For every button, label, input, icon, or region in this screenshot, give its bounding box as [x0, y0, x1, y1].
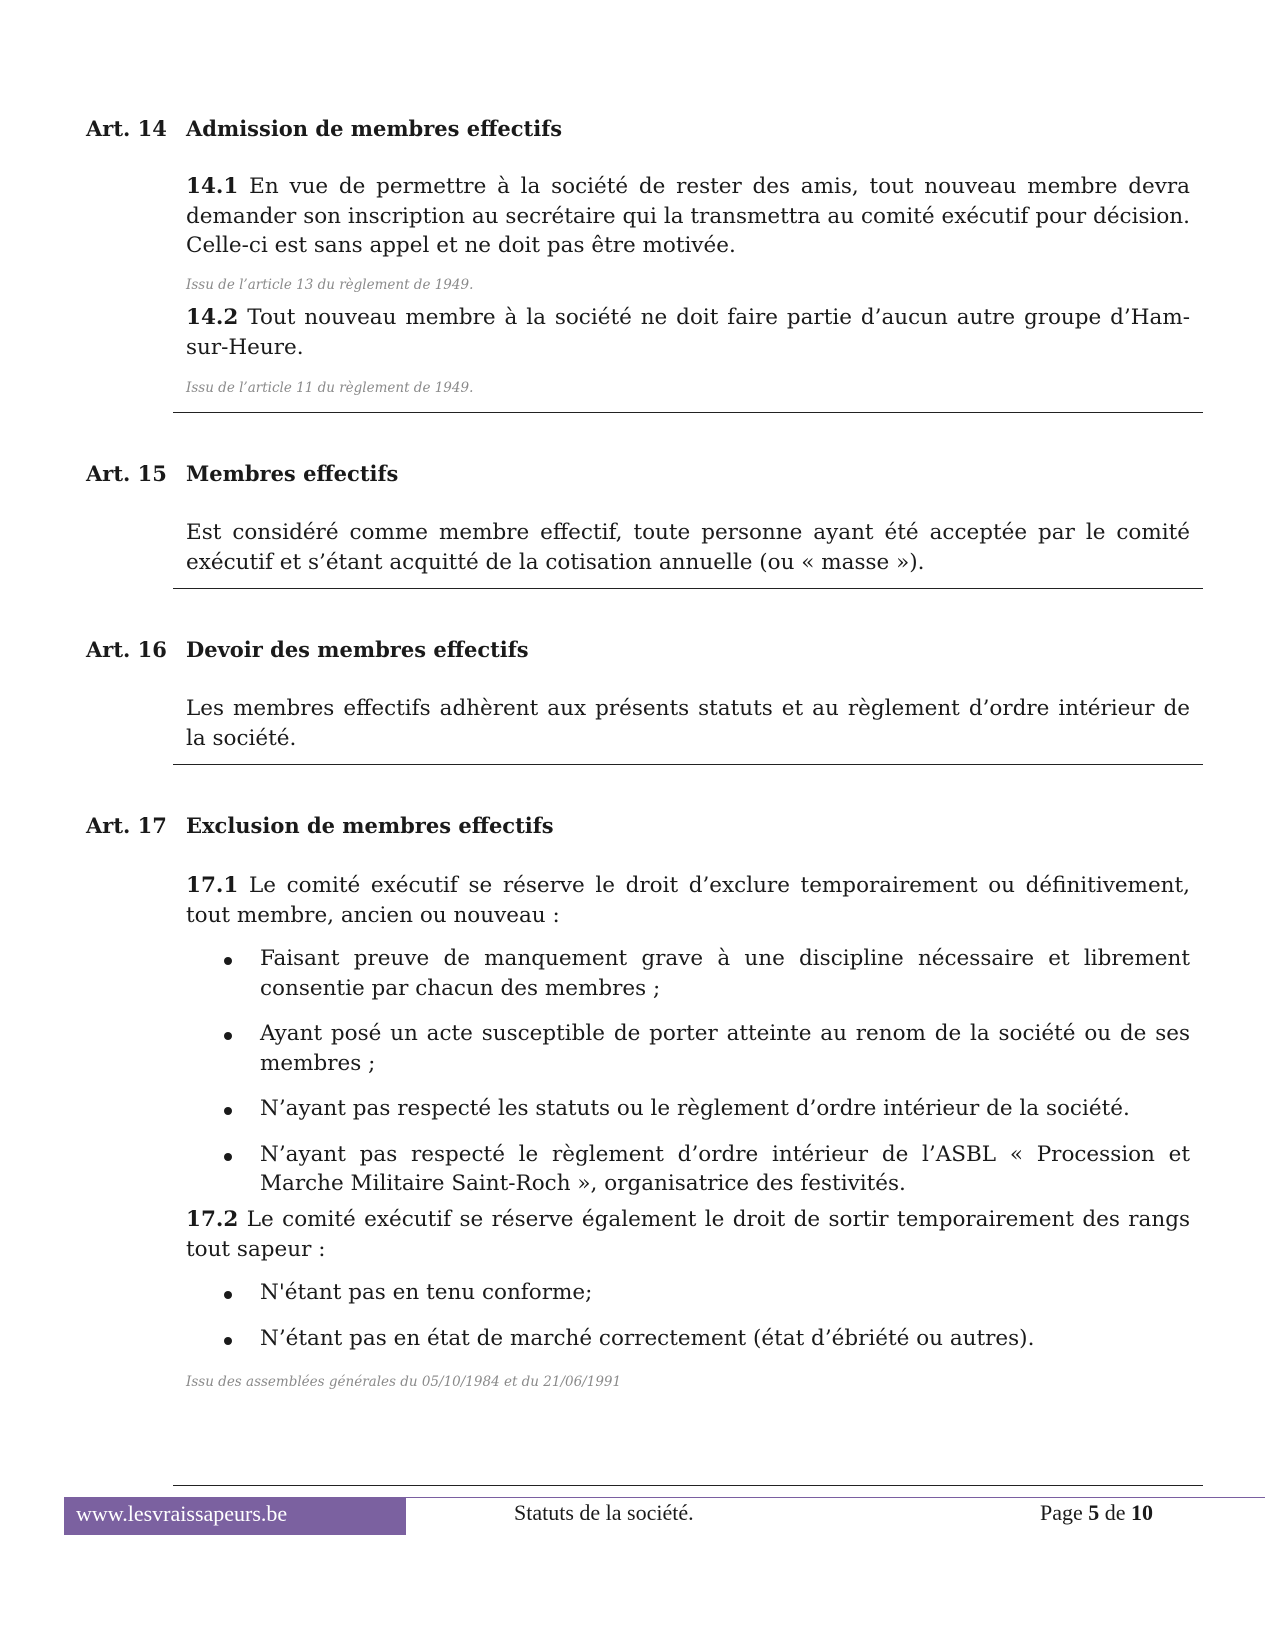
article-divider	[173, 588, 1203, 589]
article-15-heading	[86, 461, 398, 486]
paragraph-14-1	[186, 172, 1190, 261]
footer-divider	[173, 1485, 1203, 1486]
article-number: Art. 16	[86, 637, 167, 662]
paragraph-text: Est considéré comme membre effectif, toute personne ayant été acceptée par le comité exécutif et s’étant acquitté de la cotisation annuelle (ou « masse »).	[186, 520, 1190, 575]
subarticle-label: 14.1	[186, 174, 239, 199]
article-number: Art. 14	[86, 116, 167, 141]
paragraph-14-2	[186, 303, 1190, 362]
paragraph-16	[186, 694, 1190, 753]
bullet-icon	[224, 1032, 232, 1040]
article-number: Art. 15	[86, 461, 167, 486]
bullet-icon	[224, 1153, 232, 1161]
current-page: 5	[1088, 1500, 1100, 1525]
list-item: Faisant preuve de manquement grave à une discipline nécessaire et librement consentie par chacun des membres ;	[186, 944, 1190, 1003]
article-title: Admission de membres effectifs	[186, 116, 563, 141]
list-item: N’ayant pas respecté le règlement d’ordre intérieur de l’ASBL « Procession et Marche Militaire Saint-Roch », organisatrice des festivités.	[186, 1140, 1190, 1199]
source-note: Issu de l’article 11 du règlement de 1949.	[186, 380, 474, 396]
paragraph-text: En vue de permettre à la société de rester des amis, tout nouveau membre devra demander son inscription au secrétaire qui la transmettra au comité exécutif pour décision. Celle-ci est sans appel et ne doit pas être motivée.	[186, 174, 1190, 258]
article-divider	[173, 412, 1203, 413]
subarticle-label: 17.1	[186, 873, 239, 898]
bullet-list-17-1	[186, 944, 1190, 1199]
paragraph-text: Les membres effectifs adhèrent aux présents statuts et au règlement d’ordre intérieur de la société.	[186, 696, 1190, 751]
article-title: Exclusion de membres effectifs	[186, 813, 554, 838]
paragraph-text: Tout nouveau membre à la société ne doit faire partie d’aucun autre groupe d’Ham-sur-Heure.	[186, 305, 1190, 360]
source-note: Issu des assemblées générales du 05/10/1984 et du 21/06/1991	[186, 1374, 622, 1390]
paragraph-17-2	[186, 1205, 1190, 1264]
list-item: N’étant pas en état de marché correctement (état d’ébriété ou autres).	[186, 1324, 1190, 1354]
total-pages: 10	[1131, 1500, 1154, 1525]
list-item: Ayant posé un acte susceptible de porter atteinte au renom de la société ou de ses membres ;	[186, 1019, 1190, 1078]
footer-page-number: Page 5 de 10	[1040, 1500, 1154, 1525]
article-number: Art. 17	[86, 813, 167, 838]
bullet-icon	[224, 1337, 232, 1345]
footer-website-link[interactable]: www.lesvraissapeurs.be	[64, 1497, 406, 1535]
paragraph-text: Le comité exécutif se réserve également le droit de sortir temporairement des rangs tout sapeur :	[186, 1207, 1190, 1262]
paragraph-15	[186, 518, 1190, 577]
bullet-icon	[224, 1291, 232, 1299]
article-17-heading	[86, 813, 554, 838]
article-14-heading	[86, 116, 562, 141]
bullet-list-17-2	[186, 1278, 1190, 1353]
footer-accent-line	[405, 1497, 1265, 1498]
article-divider	[173, 764, 1203, 765]
paragraph-text: Le comité exécutif se réserve le droit d’exclure temporairement ou définitivement, tout membre, ancien ou nouveau :	[186, 873, 1190, 928]
list-item: N’ayant pas respecté les statuts ou le règlement d’ordre intérieur de la société.	[186, 1094, 1190, 1124]
footer-document-title: Statuts de la société.	[514, 1500, 694, 1525]
bullet-icon	[224, 1107, 232, 1115]
paragraph-17-1	[186, 871, 1190, 930]
source-note: Issu de l’article 13 du règlement de 1949.	[186, 277, 474, 293]
subarticle-label: 17.2	[186, 1207, 239, 1232]
article-title: Devoir des membres effectifs	[186, 637, 529, 662]
article-title: Membres effectifs	[186, 461, 399, 486]
article-16-heading	[86, 637, 529, 662]
subarticle-label: 14.2	[186, 305, 239, 330]
bullet-icon	[224, 957, 232, 965]
list-item: N'étant pas en tenu conforme;	[186, 1278, 1190, 1308]
